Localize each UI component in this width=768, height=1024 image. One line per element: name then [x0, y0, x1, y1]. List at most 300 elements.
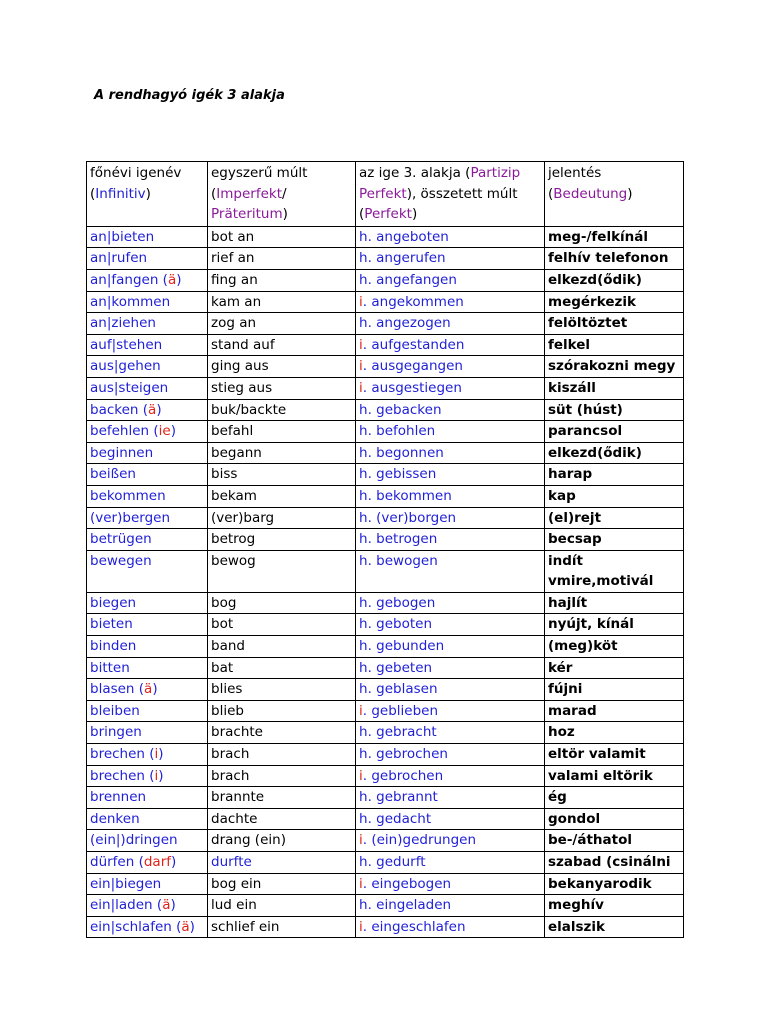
meaning-cell: elkezd(ődik) [545, 269, 684, 291]
infinitive-cell [87, 226, 208, 248]
infinitive-cell [87, 442, 208, 464]
infinitive-cell [87, 614, 208, 636]
past-simple-cell [208, 679, 356, 701]
auxiliary-marker: i [359, 358, 363, 375]
participle-text: angefangen [376, 271, 457, 288]
text-segment: ä [162, 897, 171, 914]
auxiliary-marker: h [359, 271, 368, 288]
meaning-cell: szabad (csinálni [545, 852, 684, 874]
text-segment: bog ein [211, 875, 262, 892]
text-segment: i [154, 746, 159, 763]
header-meaning [545, 162, 684, 227]
meaning-cell: felöltöztet [545, 313, 684, 335]
auxiliary-marker: i [359, 702, 363, 719]
past-simple-cell [208, 614, 356, 636]
participle-cell [356, 700, 545, 722]
table-row [87, 377, 684, 399]
participle-cell [356, 399, 545, 421]
participle-cell [356, 442, 545, 464]
text-segment: blieb [211, 702, 244, 719]
meaning-cell: süt (húst) [545, 399, 684, 421]
table-row [87, 657, 684, 679]
table-row [87, 507, 684, 529]
text-segment: darf [143, 854, 172, 870]
participle-text: ausgegangen [371, 358, 463, 375]
participle-text: geboten [376, 616, 433, 633]
auxiliary-dot: . [367, 594, 377, 611]
text-segment: ein|schlafen ( [90, 918, 182, 935]
auxiliary-dot: . [367, 250, 377, 267]
text-segment: auf|stehen [90, 336, 163, 353]
text-segment: durfte [211, 854, 252, 870]
text-segment: Perfekt [359, 185, 407, 202]
text-segment: kam an [211, 293, 262, 310]
auxiliary-marker: h [359, 509, 368, 526]
infinitive-cell [87, 700, 208, 722]
text-segment: dachte [211, 810, 258, 827]
auxiliary-dot: . [362, 379, 372, 396]
table-row [87, 744, 684, 766]
meaning-cell: gondol [545, 808, 684, 830]
text-segment: band [211, 638, 245, 655]
meaning-cell: be-/áthatol [545, 830, 684, 852]
text-segment: stand auf [211, 336, 275, 353]
past-simple-cell [208, 916, 356, 938]
auxiliary-dot: . [367, 789, 377, 806]
text-segment: schlief ein [211, 918, 280, 935]
table-row [87, 529, 684, 551]
participle-cell [356, 421, 545, 443]
participle-text: gedurft [376, 854, 426, 870]
infinitive-cell [87, 399, 208, 421]
text-segment: ) [627, 185, 633, 202]
table-row [87, 722, 684, 744]
participle-text: gebogen [376, 594, 436, 611]
participle-cell [356, 313, 545, 335]
auxiliary-dot: . [362, 358, 372, 375]
infinitive-cell [87, 852, 208, 874]
participle-cell [356, 485, 545, 507]
text-segment: an|fangen ( [90, 271, 168, 288]
participle-text: geblieben [371, 702, 439, 719]
participle-cell [356, 852, 545, 874]
participle-cell [356, 291, 545, 313]
auxiliary-dot: . [362, 918, 372, 935]
past-simple-cell [208, 873, 356, 895]
table-row [87, 614, 684, 636]
text-segment: aus|gehen [90, 358, 161, 375]
participle-cell [356, 722, 545, 744]
page-title: A rendhagyó igék 3 alakja [94, 88, 285, 103]
auxiliary-dot: . [367, 487, 377, 504]
text-segment: bleiben [90, 702, 140, 719]
meaning-cell: ég [545, 787, 684, 809]
participle-text: befohlen [376, 423, 436, 440]
text-segment: az ige 3. alakja ( [359, 165, 471, 181]
text-segment: ging aus [211, 358, 269, 375]
meaning-cell: marad [545, 700, 684, 722]
table-row [87, 808, 684, 830]
meaning-cell: kap [545, 485, 684, 507]
participle-cell [356, 614, 545, 636]
past-simple-cell [208, 852, 356, 874]
table-row [87, 679, 684, 701]
text-segment: jelentés [548, 165, 602, 181]
participle-text: begonnen [376, 444, 444, 461]
auxiliary-marker: h [359, 444, 368, 461]
text-segment: Partizip [470, 165, 521, 181]
table-row [87, 269, 684, 291]
participle-text: gebacken [376, 401, 442, 418]
infinitive-cell [87, 291, 208, 313]
meaning-cell: kiszáll [545, 377, 684, 399]
text-segment: ) [189, 918, 195, 935]
participle-cell [356, 744, 545, 766]
auxiliary-marker: h [359, 466, 368, 483]
auxiliary-marker: i [359, 293, 363, 310]
header-participle [356, 162, 545, 227]
text-segment: ) [158, 767, 164, 784]
meaning-cell: hoz [545, 722, 684, 744]
text-segment: fing an [211, 271, 258, 288]
text-segment: egyszerű múlt [211, 165, 308, 181]
infinitive-cell [87, 334, 208, 356]
infinitive-cell [87, 679, 208, 701]
infinitive-cell [87, 765, 208, 787]
text-segment: ) [145, 185, 151, 202]
infinitive-cell [87, 356, 208, 378]
text-segment: ) [152, 681, 158, 698]
participle-cell [356, 356, 545, 378]
auxiliary-dot: . [367, 552, 377, 569]
auxiliary-dot: . [367, 638, 377, 655]
text-segment: ) [156, 401, 162, 418]
text-segment: ein|biegen [90, 875, 162, 892]
auxiliary-dot: . [362, 293, 372, 310]
text-segment: (ver)bergen [90, 509, 170, 526]
meaning-cell: valami eltörik [545, 765, 684, 787]
participle-text: bewogen [376, 552, 438, 569]
meaning-cell: fújni [545, 679, 684, 701]
participle-text: betrogen [376, 531, 438, 548]
header-infinitive [87, 162, 208, 227]
text-segment: brachte [211, 724, 263, 741]
meaning-cell: felkel [545, 334, 684, 356]
past-simple-cell [208, 377, 356, 399]
meaning-cell: becsap [545, 529, 684, 551]
table-row [87, 464, 684, 486]
infinitive-cell [87, 787, 208, 809]
infinitive-cell [87, 592, 208, 614]
infinitive-cell [87, 657, 208, 679]
text-segment: an|kommen [90, 293, 171, 310]
infinitive-cell [87, 464, 208, 486]
participle-text: angezogen [376, 315, 451, 332]
auxiliary-marker: i [359, 767, 363, 784]
meaning-cell: meg-/felkínál [545, 226, 684, 248]
text-segment: bekam [211, 487, 257, 504]
participle-cell [356, 529, 545, 551]
text-segment: dürfen ( [90, 854, 144, 870]
auxiliary-dot: . [367, 724, 377, 741]
text-segment: ie [158, 423, 171, 440]
table-row [87, 873, 684, 895]
past-simple-cell [208, 787, 356, 809]
participle-cell [356, 895, 545, 917]
auxiliary-dot: . [367, 616, 377, 633]
meaning-cell: meghív [545, 895, 684, 917]
auxiliary-dot: . [367, 531, 377, 548]
participle-text: ausgestiegen [371, 379, 462, 396]
text-segment: zog an [211, 315, 257, 332]
infinitive-cell [87, 808, 208, 830]
text-segment: bitten [90, 659, 130, 676]
table-header-row [87, 162, 684, 227]
auxiliary-marker: h [359, 423, 368, 440]
participle-text: gebrochen [371, 767, 444, 784]
text-segment: ( [211, 185, 217, 202]
past-simple-cell [208, 722, 356, 744]
table-row [87, 636, 684, 658]
auxiliary-marker: h [359, 810, 368, 827]
text-segment: blasen ( [90, 681, 145, 698]
text-segment: ( [90, 185, 96, 202]
text-segment: ä [148, 401, 157, 418]
text-segment: Bedeutung [553, 185, 628, 202]
auxiliary-dot: . [362, 336, 372, 353]
infinitive-cell [87, 636, 208, 658]
text-segment: bewegen [90, 552, 152, 569]
auxiliary-marker: h [359, 531, 368, 548]
infinitive-cell [87, 895, 208, 917]
participle-cell [356, 765, 545, 787]
auxiliary-dot: . [362, 832, 372, 849]
auxiliary-marker: i [359, 875, 363, 892]
text-segment: brach [211, 767, 250, 784]
table-row [87, 226, 684, 248]
text-segment: ), összetett múlt [406, 185, 518, 202]
participle-cell [356, 873, 545, 895]
participle-cell [356, 269, 545, 291]
text-segment: lud ein [211, 897, 257, 914]
text-segment: befehlen ( [90, 423, 159, 440]
table-row [87, 916, 684, 938]
text-segment: brannte [211, 789, 265, 806]
text-segment: brach [211, 746, 250, 763]
auxiliary-dot: . [367, 423, 377, 440]
infinitive-cell [87, 744, 208, 766]
participle-cell [356, 226, 545, 248]
infinitive-cell [87, 485, 208, 507]
auxiliary-dot: . [367, 509, 377, 526]
meaning-cell: felhív telefonon [545, 248, 684, 270]
past-simple-cell [208, 485, 356, 507]
verb-table-body [87, 162, 684, 938]
meaning-cell: parancsol [545, 421, 684, 443]
infinitive-cell [87, 248, 208, 270]
participle-text: eingebogen [371, 875, 452, 892]
meaning-cell: hajlít [545, 592, 684, 614]
table-row [87, 442, 684, 464]
text-segment: aus|steigen [90, 379, 169, 396]
text-segment: rief an [211, 250, 255, 267]
participle-text: eingeladen [376, 897, 452, 914]
text-segment: főnévi igenév [90, 165, 182, 181]
auxiliary-dot: . [367, 271, 377, 288]
auxiliary-marker: h [359, 724, 368, 741]
infinitive-cell [87, 421, 208, 443]
auxiliary-marker: h [359, 594, 368, 611]
past-simple-cell [208, 636, 356, 658]
text-segment: begann [211, 444, 262, 461]
infinitive-cell [87, 529, 208, 551]
text-segment: bewog [211, 552, 256, 569]
participle-text: gebeten [376, 659, 433, 676]
table-row [87, 852, 684, 874]
table-row [87, 291, 684, 313]
infinitive-cell [87, 916, 208, 938]
text-segment: (ein|)dringen [90, 832, 178, 849]
auxiliary-dot: . [367, 659, 377, 676]
participle-text: aufgestanden [371, 336, 465, 353]
meaning-cell: indít vmire,motivál [545, 550, 684, 592]
participle-text: gebunden [376, 638, 445, 655]
auxiliary-dot: . [367, 466, 377, 483]
auxiliary-marker: i [359, 832, 363, 849]
participle-text: angekommen [371, 293, 464, 310]
past-simple-cell [208, 657, 356, 679]
past-simple-cell [208, 550, 356, 592]
past-simple-cell [208, 356, 356, 378]
participle-cell [356, 464, 545, 486]
auxiliary-marker: h [359, 552, 368, 569]
past-simple-cell [208, 334, 356, 356]
past-simple-cell [208, 399, 356, 421]
meaning-cell: elalszik [545, 916, 684, 938]
text-segment: betrügen [90, 531, 152, 548]
header-past-simple [208, 162, 356, 227]
auxiliary-marker: h [359, 616, 368, 633]
auxiliary-dot: . [362, 767, 372, 784]
text-segment: denken [90, 810, 140, 827]
text-segment: Infinitiv [95, 185, 146, 202]
text-segment: ) [411, 206, 418, 223]
text-segment: brechen ( [90, 767, 155, 784]
participle-cell [356, 916, 545, 938]
participle-text: geblasen [376, 681, 438, 698]
text-segment: ( [359, 206, 365, 223]
table-row [87, 421, 684, 443]
past-simple-cell [208, 248, 356, 270]
text-segment: bog [211, 594, 237, 611]
text-segment: bot [211, 616, 234, 633]
participle-text: gebissen [376, 466, 437, 483]
table-row [87, 248, 684, 270]
auxiliary-marker: h [359, 228, 368, 245]
infinitive-cell [87, 873, 208, 895]
participle-cell [356, 830, 545, 852]
text-segment: ( [548, 185, 554, 202]
meaning-cell: (meg)köt [545, 636, 684, 658]
past-simple-cell [208, 226, 356, 248]
past-simple-cell [208, 592, 356, 614]
text-segment: bat [211, 659, 234, 676]
table-row [87, 830, 684, 852]
participle-cell [356, 592, 545, 614]
auxiliary-marker: h [359, 854, 368, 870]
text-segment: biegen [90, 594, 137, 611]
table-row [87, 334, 684, 356]
text-segment: i [154, 767, 159, 784]
table-row [87, 895, 684, 917]
infinitive-cell [87, 830, 208, 852]
participle-text: bekommen [376, 487, 452, 504]
verb-table [86, 161, 684, 938]
past-simple-cell [208, 830, 356, 852]
text-segment: Perfekt [364, 206, 412, 223]
participle-text: eingeschlafen [371, 918, 466, 935]
auxiliary-dot: . [367, 854, 377, 870]
participle-text: (ver)borgen [376, 509, 457, 526]
text-segment: brennen [90, 789, 147, 806]
auxiliary-dot: . [367, 897, 377, 914]
auxiliary-marker: h [359, 789, 368, 806]
participle-cell [356, 787, 545, 809]
table-row [87, 399, 684, 421]
auxiliary-marker: h [359, 681, 368, 698]
meaning-cell: harap [545, 464, 684, 486]
meaning-cell: kér [545, 657, 684, 679]
text-segment: an|bieten [90, 228, 155, 245]
auxiliary-dot: . [367, 810, 377, 827]
table-row [87, 700, 684, 722]
past-simple-cell [208, 744, 356, 766]
past-simple-cell [208, 507, 356, 529]
auxiliary-marker: h [359, 401, 368, 418]
text-segment: betrog [211, 531, 256, 548]
auxiliary-dot: . [367, 681, 377, 698]
past-simple-cell [208, 808, 356, 830]
table-row [87, 787, 684, 809]
text-segment: blies [211, 681, 243, 698]
participle-cell [356, 550, 545, 592]
participle-cell [356, 679, 545, 701]
auxiliary-dot: . [362, 702, 372, 719]
infinitive-cell [87, 507, 208, 529]
participle-text: angeboten [376, 228, 449, 245]
infinitive-cell [87, 313, 208, 335]
text-segment: backen ( [90, 401, 149, 418]
past-simple-cell [208, 269, 356, 291]
text-segment: ä [144, 681, 153, 698]
text-segment: binden [90, 638, 137, 655]
past-simple-cell [208, 529, 356, 551]
table-row [87, 485, 684, 507]
table-row [87, 313, 684, 335]
text-segment: beißen [90, 466, 136, 483]
auxiliary-dot: . [367, 315, 377, 332]
auxiliary-dot: . [367, 444, 377, 461]
text-segment: ) [282, 206, 288, 223]
auxiliary-marker: h [359, 250, 368, 267]
participle-cell [356, 636, 545, 658]
participle-cell [356, 377, 545, 399]
meaning-cell: elkezd(ődik) [545, 442, 684, 464]
text-segment: drang (ein) [211, 832, 286, 849]
auxiliary-marker: h [359, 659, 368, 676]
auxiliary-marker: i [359, 379, 363, 396]
text-segment: bekommen [90, 487, 166, 504]
